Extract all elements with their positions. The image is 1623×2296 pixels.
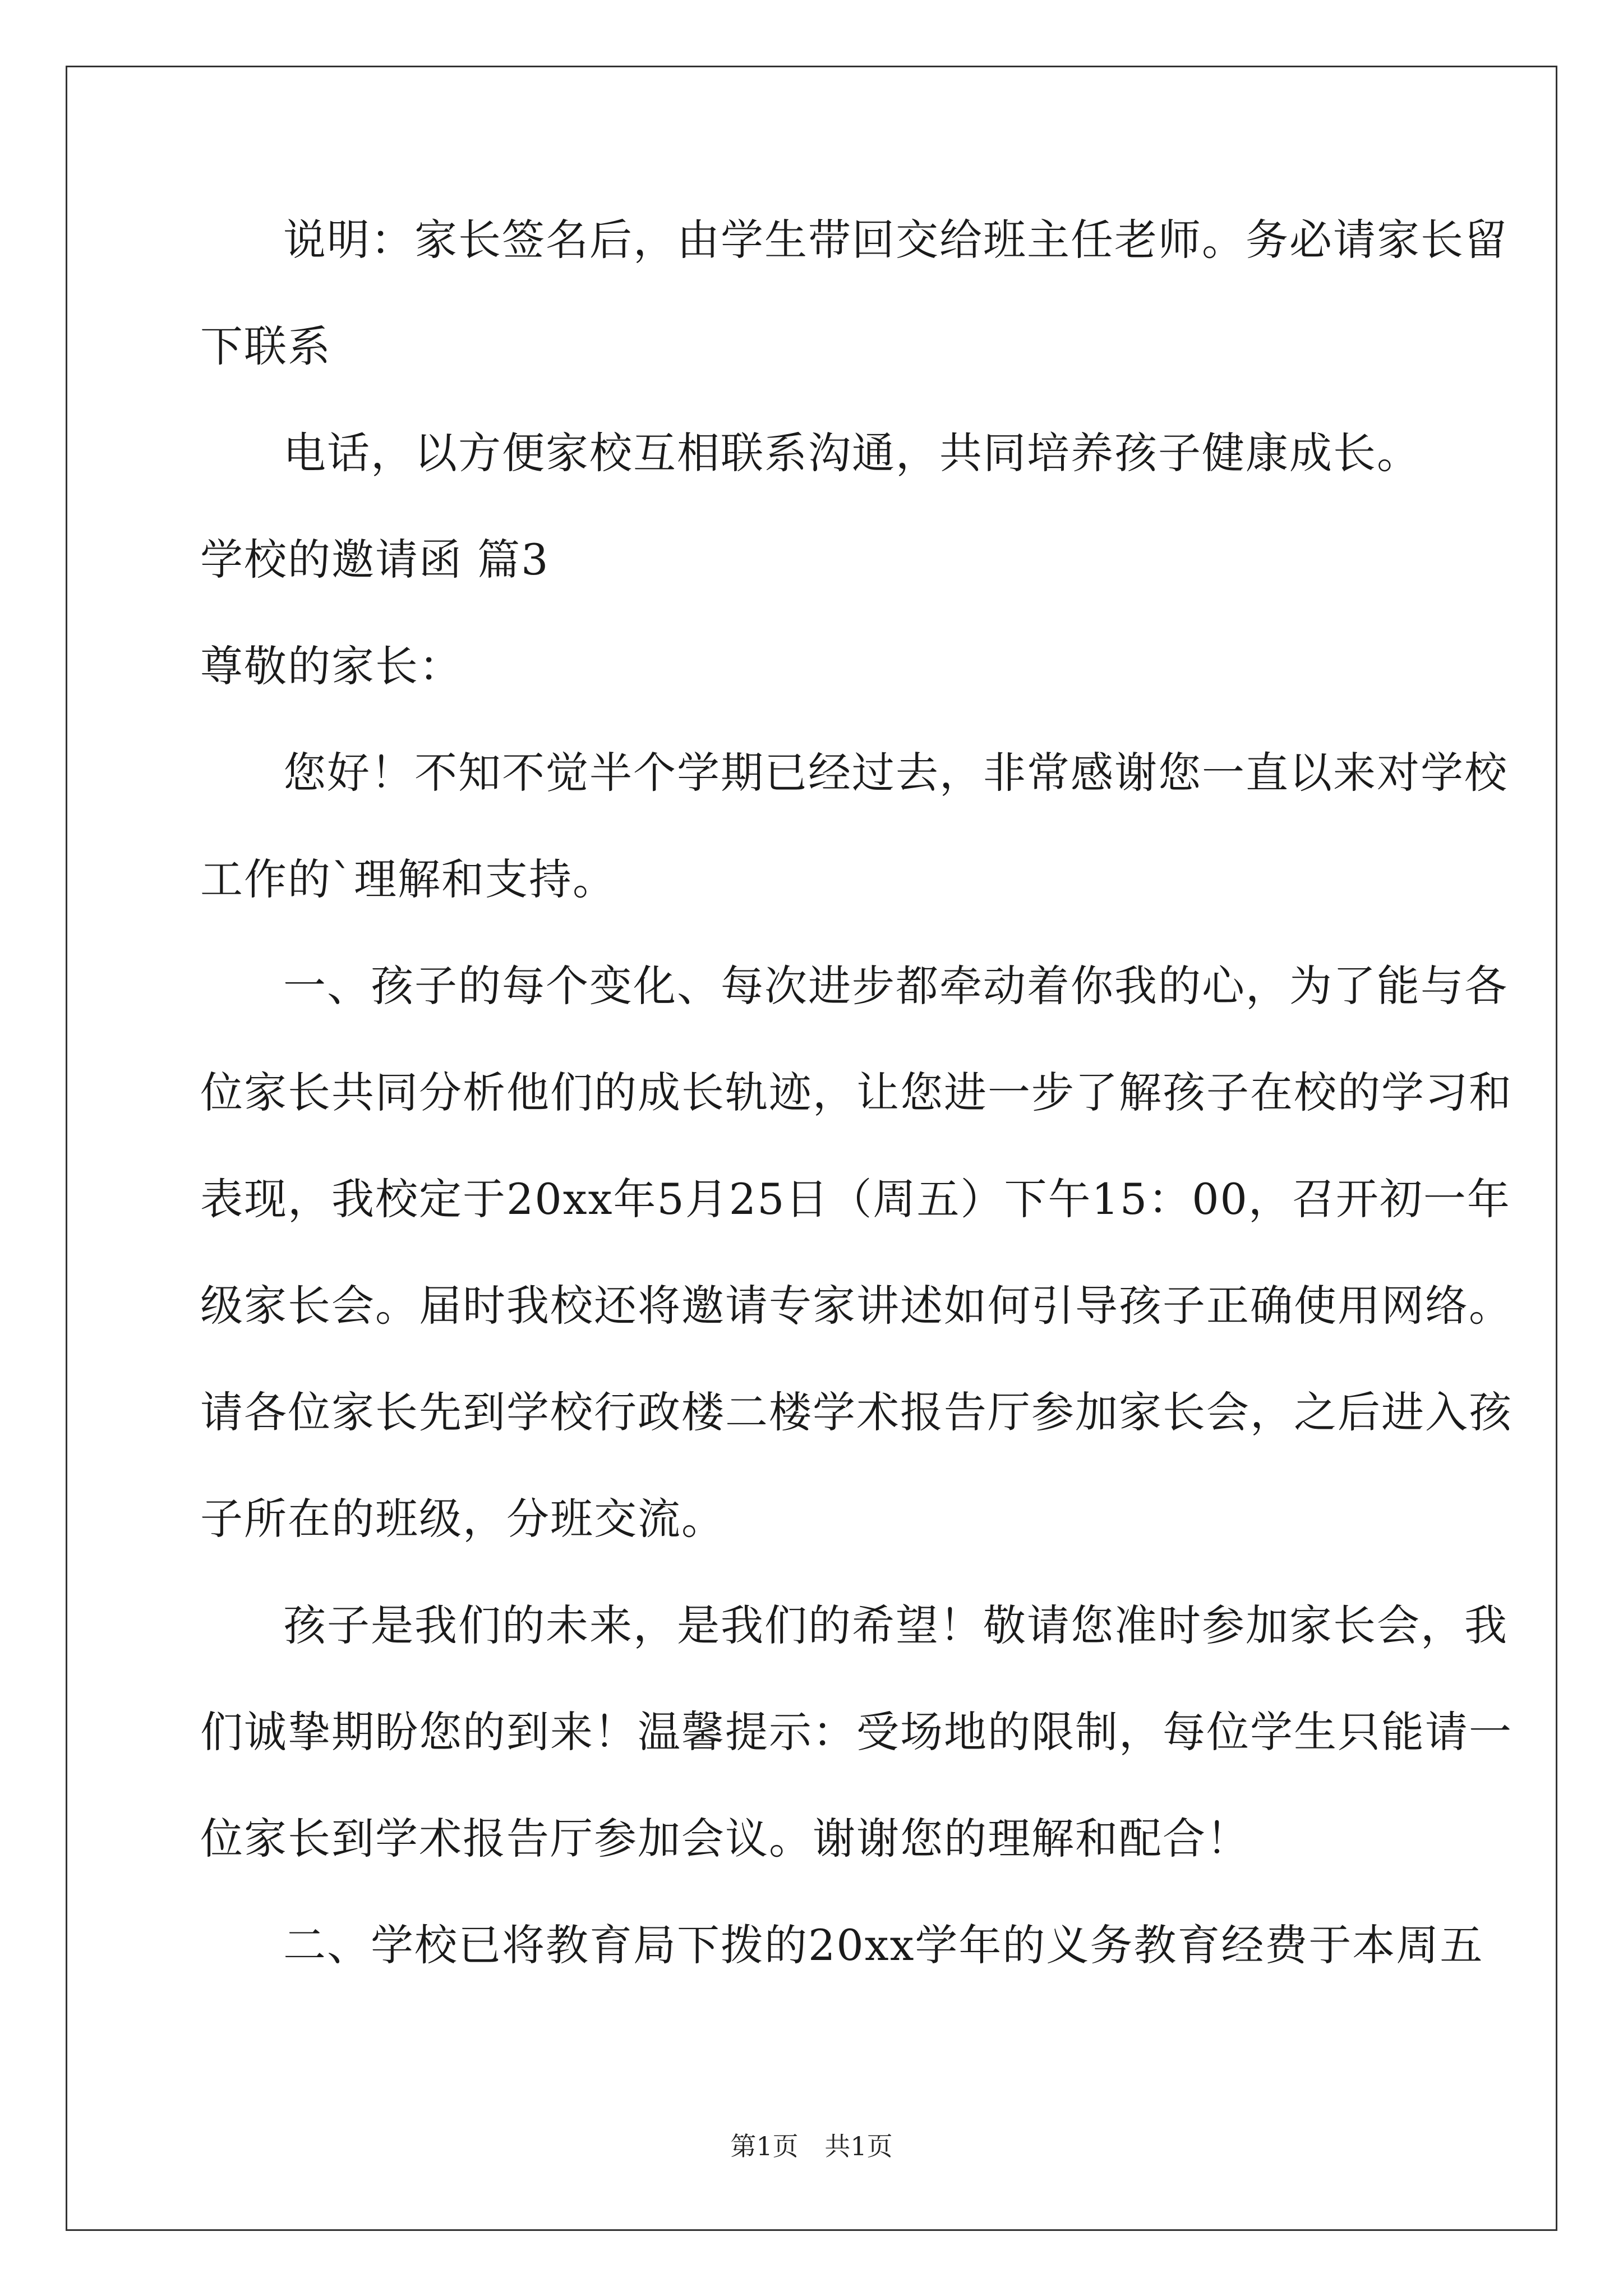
text-line: 下联系: [200, 321, 331, 371]
text-line: 电话，以方便家校互相联系沟通，共同培养孩子健康成长。: [283, 428, 1421, 478]
text-line: 位家长共同分析他们的成长轨迹，让您进一步了解孩子在校的学习和: [200, 1068, 1513, 1117]
text-line: 二、学校已将教育局下拨的20xx学年的义务教育经费于本周五: [283, 1920, 1484, 1970]
section-heading: 学校的邀请函 篇3: [200, 535, 550, 585]
text-line: 级家长会。届时我校还将邀请专家讲述如何引导孩子正确使用网络。: [200, 1281, 1513, 1331]
page-total: 共1页: [824, 2131, 893, 2161]
text-line: 们诚挚期盼您的到来！温馨提示：受场地的限制，每位学生只能请一: [200, 1707, 1513, 1757]
page-footer: [0, 2129, 1623, 2163]
text-line: 子所在的班级，分班交流。: [200, 1494, 725, 1544]
salutation: 尊敬的家长：: [200, 641, 463, 691]
text-line: 请各位家长先到学校行政楼二楼学术报告厅参加家长会，之后进入孩: [200, 1387, 1513, 1437]
text-line: 说明：家长签名后，由学生带回交给班主任老师。务必请家长留: [283, 215, 1508, 265]
text-line: 您好！不知不觉半个学期已经过去，非常感谢您一直以来对学校: [283, 748, 1508, 798]
text-line: 孩子是我们的未来，是我们的希望！敬请您准时参加家长会，我: [283, 1600, 1508, 1650]
text-line: 表现，我校定于20xx年5月25日（周五）下午15：00，召开初一年: [200, 1174, 1511, 1224]
page-number: 第1页: [730, 2131, 799, 2161]
text-line: 一、孩子的每个变化、每次进步都牵动着你我的心，为了能与各: [283, 961, 1508, 1011]
text-line: 工作的`理解和支持。: [200, 854, 616, 904]
page-border: [66, 66, 1557, 2231]
text-line: 位家长到学术报告厅参加会议。谢谢您的理解和配合！: [200, 1814, 1250, 1864]
